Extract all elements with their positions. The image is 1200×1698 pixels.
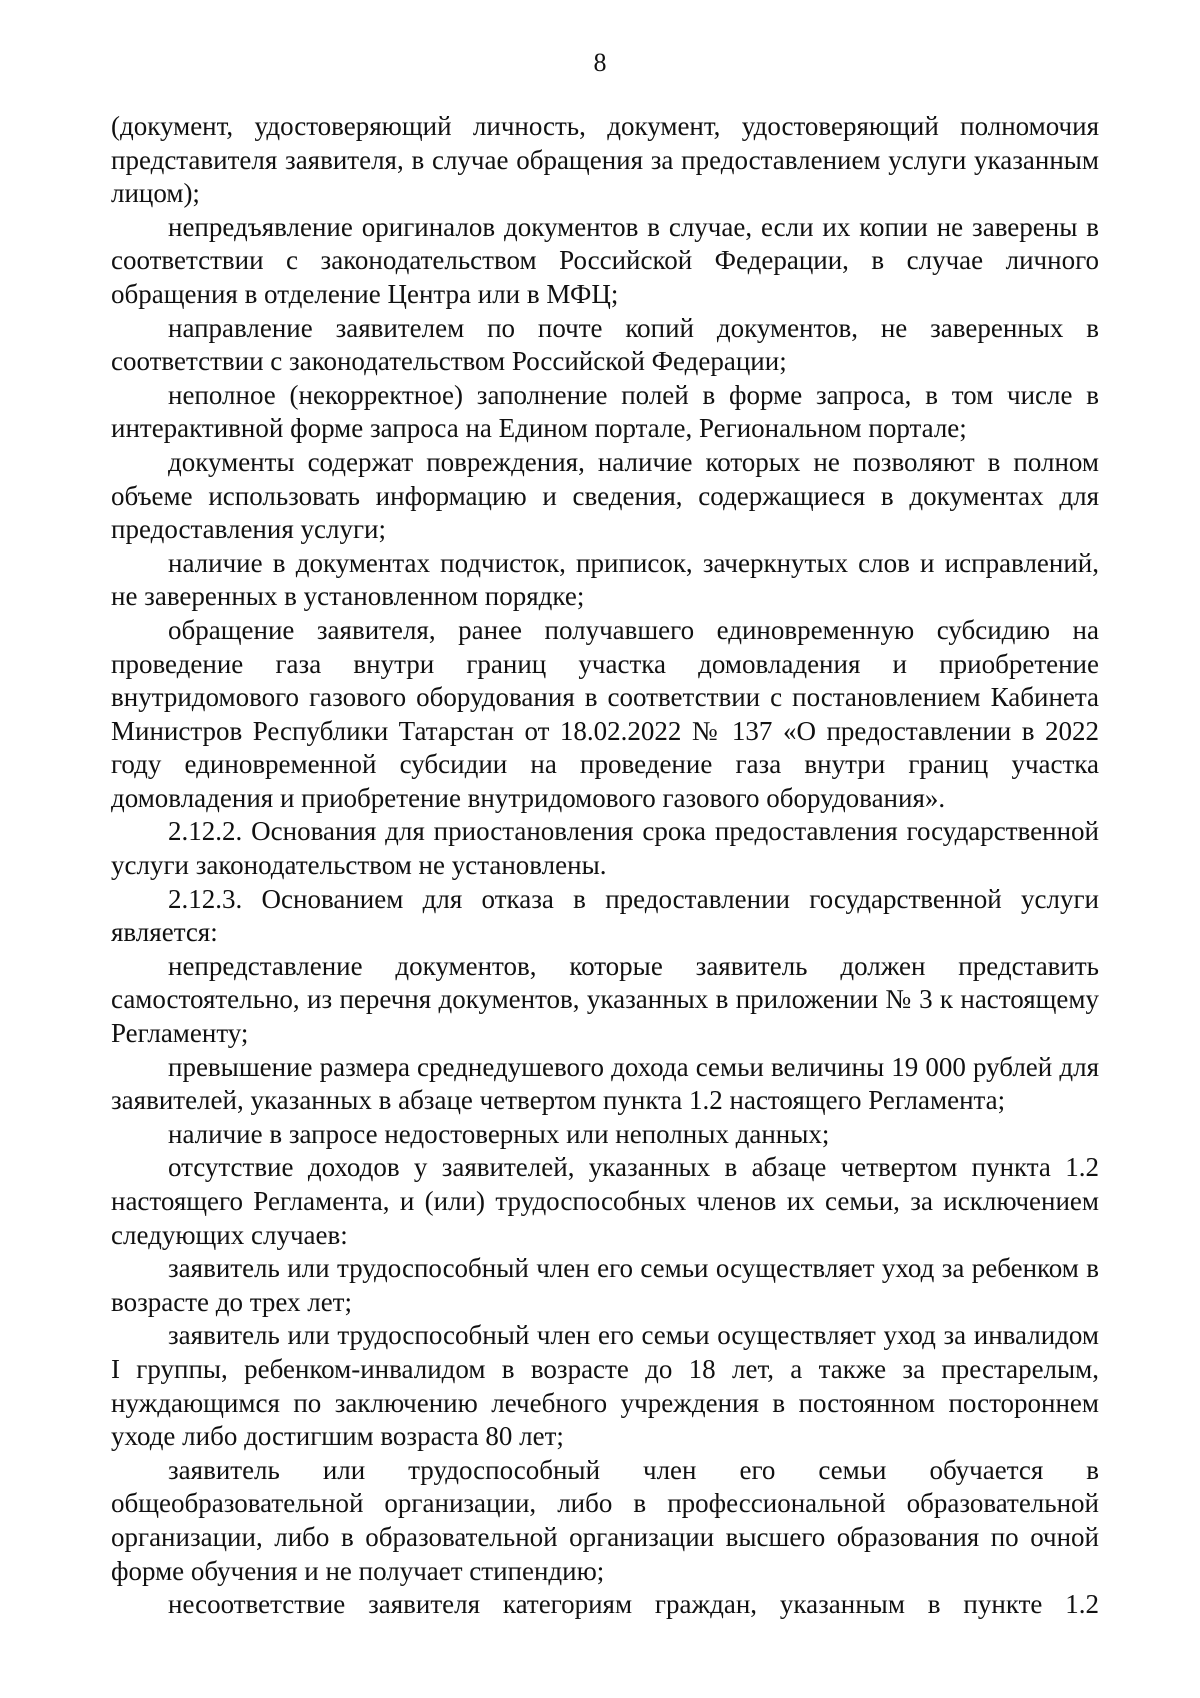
paragraph: заявитель или трудоспособный член его семьи осуществляет уход за ребенком в возрасте до трех лет; xyxy=(111,1253,1099,1317)
paragraph: непредъявление оригиналов документов в случае, если их копии не заверены в соответствии с законодательством Российской Федерации, в случае личного обращения в отделение Центра или в МФЦ; xyxy=(111,211,1099,309)
paragraph: наличие в документах подчисток, приписок, зачеркнутых слов и исправлений, не заверенных в установленном порядке; xyxy=(111,547,1099,612)
paragraph: наличие в запросе недостоверных или неполных данных; xyxy=(168,1118,830,1149)
clause-2-12-3: 2.12.3. Основанием для отказа в предоставлении государственной услуги является: xyxy=(111,883,1099,948)
paragraph: превышение размера среднедушевого дохода семьи величины 19 000 рублей для заявителей, указанных в абзаце четвертом пункта 1.2 настоящего Регламента; xyxy=(111,1051,1099,1116)
page-number: 8 xyxy=(593,48,607,77)
paragraph: неполное (некорректное) заполнение полей в форме запроса, в том числе в интерактивной форме запроса на Едином портале, Региональном портале; xyxy=(111,379,1099,444)
paragraph: заявитель или трудоспособный член его семьи обучается в общеобразовательной организации, либо в профессиональной образовательной организации, либо в образовательной организации высшего образования по очной форме обучения и не получает стипендию; xyxy=(111,1454,1099,1586)
clause-2-12-2: 2.12.2. Основания для приостановления срока предоставления государственной услуги законодательством не установлены. xyxy=(111,816,1099,881)
paragraph-continues-next-page: несоответствие заявителя категориям граждан, указанным в пункте 1.2 xyxy=(168,1589,1099,1620)
paragraph-continuation: (документ, удостоверяющий личность, документ, удостоверяющий полномочия представителя заявителя, в случае обращения за предоставлением услуги указанным лицом); xyxy=(111,111,1099,209)
paragraph: направление заявителем по почте копий документов, не заверенных в соответствии с законодательством Российской Федерации; xyxy=(111,312,1099,377)
paragraph: заявитель или трудоспособный член его семьи осуществляет уход за инвалидом I группы, ребенком-инвалидом в возрасте до 18 лет, а также за престарелым, нуждающимся по заключению лечебного учреждения в постоянном постороннем уходе либо достигшим возраста 80 лет; xyxy=(111,1320,1099,1452)
paragraph: отсутствие доходов у заявителей, указанных в абзаце четвертом пункта 1.2 настоящего Регламента, и (или) трудоспособных членов их семьи, за исключением следующих случаев: xyxy=(111,1152,1099,1250)
paragraph: документы содержат повреждения, наличие которых не позволяют в полном объеме использовать информацию и сведения, содержащиеся в документах для предоставления услуги; xyxy=(111,446,1099,545)
paragraph: обращение заявителя, ранее получавшего единовременную субсидию на проведение газа внутри границ участка домовладения и приобретение внутридомового газового оборудования в соответствии с постановлением Кабинета Министров Республики Татарстан от 18.02.2022 № 137 «О предоставлении в 2022 году единовременной субсидии на проведение газа внутри границ участка домовладения и приобретение внутридомового газового оборудования». xyxy=(111,614,1099,813)
paragraph: непредставление документов, которые заявитель должен представить самостоятельно, из перечня документов, указанных в приложении № 3 к настоящему Регламенту; xyxy=(111,950,1099,1049)
document-body xyxy=(111,110,1099,1622)
